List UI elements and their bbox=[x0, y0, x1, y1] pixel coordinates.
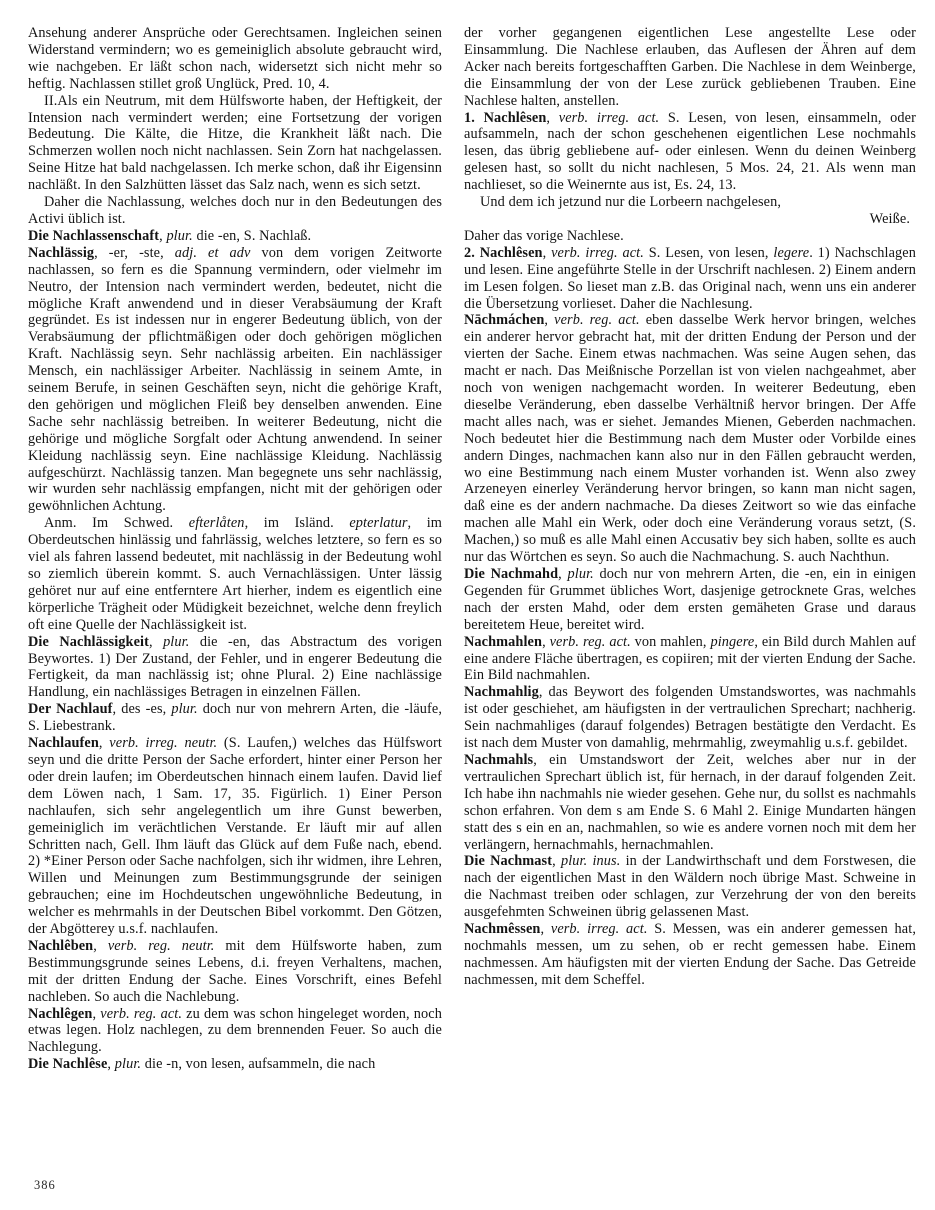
text-run: , ein Bild durch Mahlen auf eine andere Fläche übertragen, es copiiren; mit der vierten Endung der Sache. Ein Bild nachmahlen. bbox=[464, 633, 916, 684]
headword: Die Nachlassenschaft bbox=[28, 227, 160, 244]
entry-nachmessen bbox=[464, 921, 916, 989]
text-run: mit dem Hülfsworte haben, zum Bestimmungsgrunde seines Lebens, d.i. freyen Verhaltens, machen, mit der dritten Endung der Sache. Eines Vorschrift, eines Befehl nachleben. So auch die Nachlebung. bbox=[28, 937, 442, 1005]
right-column bbox=[464, 25, 916, 1073]
entry-nachlese bbox=[28, 1056, 442, 1073]
text-run: , des -es, bbox=[112, 701, 172, 718]
paragraph-anmerkung bbox=[28, 515, 442, 633]
grammar-label: epterlatur bbox=[349, 515, 408, 532]
text-run: S. Messen, was ein anderer gemessen hat, nochmahls messen, um zu sehen, ob er recht gemessen habe. Einem nachmessen. Am häufigsten mit der vierten Endung der Sache. Das Getreide nachmessen, mit dem Scheffel. bbox=[464, 921, 916, 988]
text-run: , im Oberdeutschen hinlässig und fahrlässig, welches letztere, so fern es so viel als fahren lassend bedeutet, mit nachlässig in der Bedeutung wohl so ziemlich überein kommt. S. auch Vernachlässigen. Unter lässig gehöret nur auf eine entferntere Art hierher, indem es eigentlich eine körperliche Trägheit oder Müdigkeit bezeichnet, welche denn freylich oft eine Quelle der Nachlässigkeit ist. bbox=[28, 515, 442, 633]
continued-paragraph-nachlassen bbox=[28, 25, 442, 93]
text-run: Und dem ich jetzund nur die Lorbeern nachgelesen, bbox=[480, 194, 782, 211]
grammar-label: legere bbox=[773, 244, 810, 261]
text-run: , im Isländ. bbox=[244, 515, 350, 532]
entry-nachlegen bbox=[28, 1006, 442, 1057]
text-run: . 1) Nachschlagen und lesen. Eine angeführte Stelle in der Urschrift nachlesen. 2) Einem andern im Lesen folgen. So lieset man z.B. das Original nach, wenn uns ein anderer die Übersetzung vorlieset. Daher die Nachlesung. bbox=[464, 244, 917, 312]
grammar-label: verb. irreg. act. bbox=[550, 921, 648, 938]
text-run: , bbox=[552, 853, 561, 870]
grammar-label: plur. bbox=[171, 701, 198, 718]
headword: Nachlêgen bbox=[28, 1005, 93, 1022]
text-run: zu dem was schon hingeleget worden, noch etwas legen. Holz nachlegen, zu dem brennenden Feuer. So auch die Nachlegung. bbox=[28, 1005, 442, 1056]
entry-nachlesen-1 bbox=[464, 110, 916, 195]
grammar-label: adj. et adv bbox=[174, 244, 251, 261]
text-run: II.Als ein Neutrum, mit dem Hülfsworte haben, der Heftigkeit, der Intension nach vermindert werden; eine Fortsetzung der vorigen Bedeutung. Die Kälte, die Hitze, die Krankheit läßt nach. Die Schmerzen wollen noch nicht nachlassen. Sein Zorn hat nachgelassen. Seine Hitze hat bald nachgelassen. Ich merke schon, daß ihr Eigensinn nachläßt. In den Salzhütten lässet das Salz nach, wenn es sich setzt. bbox=[28, 92, 442, 194]
text-run: die -n, von lesen, aufsammeln, die nach bbox=[141, 1056, 376, 1073]
headword: Die Nachlässigkeit bbox=[28, 633, 149, 650]
headword: Die Nachmahd bbox=[464, 566, 559, 582]
text-run: von dem vorigen Zeitworte nachlassen, so fern es die Spannung vermindern, oder vielmehr im Neutro, der Intension nach vermindert werden, bedeutet, nicht die mögliche Kraft anwendend und in dieser Verabsäumung der Kraft gegründet. Es ist indessen nur in engerer Bedeutung üblich, von der Verabsäumung der pflichtmäßigen oder doch gehörigen möglichen Kraft. Nachlässig seyn. Sehr nachlässig arbeiten. Ein nachlässiger Mensch, ein nachlässiger Arbeiter. Nachlässig in seinem Amte, in seinem Berufe, in seinen Geschäften seyn, nicht die gehörige Kraft, den gehörigen und möglichen Fleiß bey denselben anwenden. Eine Sache sehr nachlässig betreiben. In weiterer Bedeutung, nicht die gehörige und mögliche Sorgfalt oder Achtung anwendend. In seiner Kleidung nachlässig seyn. Eine nachlässige Kleidung. Nachlässig aufgeschürzt. Nachlässig tanzen. Man begegnete uns sehr nachlässig, wir wurden sehr nachlässig empfangen, nicht mit der gehörigen oder gewöhnlichen Achtung. bbox=[28, 244, 442, 515]
text-run: , bbox=[92, 1005, 101, 1022]
entry-nachmast bbox=[464, 853, 916, 921]
text-run: , bbox=[542, 633, 550, 650]
headword: Nachmahls bbox=[464, 751, 534, 768]
text-run: , bbox=[148, 633, 164, 650]
page-number: 386 bbox=[34, 1178, 56, 1192]
entry-nachlaessig bbox=[28, 245, 442, 516]
text-run: die -en, S. Nachlaß. bbox=[192, 227, 312, 244]
grammar-label: plur. bbox=[166, 227, 193, 244]
entry-nachlassenschaft bbox=[28, 228, 442, 245]
grammar-label: plur. bbox=[114, 1056, 142, 1073]
entry-nachlaufen bbox=[28, 735, 442, 938]
headword: Nāchmáchen bbox=[464, 312, 545, 329]
text-run: S. Lesen, von lesen, bbox=[643, 244, 774, 261]
left-column bbox=[28, 25, 442, 1073]
entry-nachlaessigkeit bbox=[28, 634, 442, 702]
continued-paragraph-nachlese bbox=[464, 25, 916, 110]
verse-line bbox=[464, 194, 916, 211]
entry-nachmahlig bbox=[464, 684, 916, 752]
paragraph-nachlassung bbox=[28, 194, 442, 228]
grammar-label: verb. reg. act. bbox=[100, 1005, 183, 1022]
grammar-label: verb. irreg. act. bbox=[558, 109, 660, 126]
headword: Die Nachmast bbox=[464, 853, 553, 870]
text-run: , ein Umstandswort der Zeit, welches aber nur in der vertraulichen Sprechart üblich ist, für hernach, in der darauf folgenden Zeit. Ich habe ihn nachmahls nie wieder gesehen. Gehe nur, du sollst es nachmahls schon erfahren. Von dem s am Ende S. 6 Mahl 2. Einige Mundarten hängen statt des s ein en an, nachmahlen, so wie es andere vornen noch mit dem her verlängern, hernachmahls, hernachmahlen. bbox=[464, 751, 916, 853]
grammar-label: verb. reg. act. bbox=[554, 312, 640, 329]
text-run: doch nur von mehrern Arten, die -en, ein in einigen Gegenden für Grummet übliches Wort, dasjenige getrocknete Gras, welches nach der ersten Mahd, oder dem ersten gemäheten Grase und daraus bereitetem Heue, bereitet wird. bbox=[464, 566, 916, 633]
paragraph-daher-vorige-nachlese bbox=[464, 228, 916, 245]
paragraph-neutrum bbox=[28, 93, 442, 194]
text-columns bbox=[28, 25, 935, 1073]
headword: Nachlässig bbox=[28, 244, 95, 261]
text-run: S. Lesen, von lesen, einsammeln, oder aufsammeln, nach der schon geschehenen eigentlichen Lese nochmahls lesen, das übrig gebliebene auf- oder einlesen. Wenn du deinen Weinberg gelesen hast, so sollt du nicht nachlesen, 5 Mos. 24, 21. Als wenn man nachlieset, so die Weinernte aus ist, Es. 24, 13. bbox=[464, 109, 916, 194]
entry-nachleben bbox=[28, 938, 442, 1006]
text-run: , -er, -ste, bbox=[94, 244, 175, 261]
headword: 2. Nachlêsen bbox=[464, 244, 543, 261]
text-run: Daher die Nachlassung, welches doch nur in den Bedeutungen des Activi üblich ist. bbox=[28, 194, 442, 227]
text-run: , bbox=[542, 244, 552, 261]
grammar-label: efterlåten bbox=[188, 515, 245, 532]
entry-nachmahlen bbox=[464, 634, 916, 685]
grammar-label: verb. irreg. act. bbox=[551, 244, 644, 261]
text-run: Weiße. bbox=[869, 210, 910, 227]
text-run: (S. Laufen,) welches das Hülfswort seyn und die dritte Person der Sache erfordert, hinter einer Person her oder drein laufen; im Oberdeutschen hinnach einem laufen. David lief dem Löwen nach, 1 Sam. 17, 35. Figürlich. 1) Einer Person nachlaufen, sich sehr angelegentlich um ihre Gunst bewerben, gemeiniglich im verächtlichen Verstande. Er läuft mir auf allen Schritten nach, Gell. Ihm läuft das Glück auf dem Fuße nach, ebend. 2) *Einer Person oder Sache nachfolgen, sich ihr widmen, ihre Lehren, Willen und Meinungen zum Bestimmungsgrunde der seinigen gebrauchen; eine im Hochdeutschen ungewöhnliche Bedeutung, in welcher es mehrmahls in der Deutschen Bibel vorkommt. Den Götzen, der Abgötterey u.s.f. nachlaufen. bbox=[28, 735, 442, 938]
headword: Nachmêssen bbox=[464, 921, 541, 938]
text-run: , bbox=[544, 312, 555, 329]
headword: Die Nachlêse bbox=[28, 1056, 108, 1073]
grammar-label: verb. reg. neutr. bbox=[107, 937, 215, 954]
headword: Nachlêben bbox=[28, 937, 94, 954]
verse-attribution bbox=[464, 211, 916, 228]
headword: Nachmahlen bbox=[464, 633, 543, 650]
grammar-label: plur. bbox=[163, 633, 190, 650]
grammar-label: pingere bbox=[710, 633, 755, 650]
text-run: , bbox=[546, 109, 559, 126]
text-run: der vorher gegangenen eigentlichen Lese angestellte Lese oder Einsammlung. Die Nachlese erlauben, das Auflesen der Ähren auf dem Acker nach bereits fortgeschafften Garben. Die Nachlese in dem Weinberge, die Einsammlung der von der Lese zurück gebliebenen Trauben. Eine Nachlese halten, anstellen. bbox=[464, 25, 916, 109]
text-run: Daher das vorige Nachlese. bbox=[464, 227, 624, 244]
headword: Der Nachlauf bbox=[28, 701, 113, 718]
entry-nachmahls bbox=[464, 752, 916, 853]
text-run: , bbox=[540, 921, 551, 938]
headword: Nachlaufen bbox=[28, 735, 99, 752]
text-run: , bbox=[558, 566, 568, 582]
text-run: Ansehung anderer Ansprüche oder Gerechtsamen. Ingleichen seinen Widerstand vermindern; wo es gemeiniglich absolute gebraucht wird, wie nachgeben. Er läßt schon nach, widersetzt sich nicht mehr so heftig. Nachlassen stillet groß Unglück, Pred. 10, 4. bbox=[28, 25, 442, 92]
text-run: eben dasselbe Werk hervor bringen, welches ein anderer hervor gebracht hat, mit der dritten Endung der Person und der vierten der Sache. Einem etwas nachmachen. Was seine Augen sehen, das macht er nach. Das Meißnische Porzellan ist von vielen nachgeahmet, aber noch von wenigen nachgemacht worden. In weiterer Bedeutung, eben dieselbe Veränderung, eben dasselbe Verhältniß hervor bringen. Der Affe macht alles nach, was er siehet. Jemandes Mienen, Geberden nachmachen. Noch bedeutet hier die Bestimmung nach dem Muster oder Vorbilde eines andern Dinges, nachmachen kann also nur in den Fällen gebraucht werden, wo eine Bestimmung nach einem Muster vorhanden ist. Wenn also zwey Arzeneyen einerley Veränderung hervor bringen, so kann man nicht sagen, daß eine es der andern nachmache. Da dieses Zeitwort so wie das einfache machen alle Mahl ein Werk, oder doch eine Veränderung voraus setzt, (S. Machen,) so muß es alle Mahl einen Accusativ bey sich haben, sollte es auch nur das Wörtchen es seyn. So auch die Nachmachung. S. auch Nachthun. bbox=[464, 312, 916, 566]
text-run: die -en, das Abstractum des vorigen Beywortes. 1) Der Zustand, der Fehler, und in engerer Bedeutung die Fertigkeit, da man nachlässig ist; ohne Plural. 2) Eine nachlässige Handlung, ein nachlässiges Betragen in einzelnen Fällen. bbox=[28, 633, 442, 701]
text-run: Anm. Im Schwed. bbox=[44, 515, 189, 532]
text-run: , bbox=[98, 735, 110, 752]
entry-nachmahd bbox=[464, 566, 916, 634]
entry-nachmachen bbox=[464, 312, 916, 566]
text-run: in der Landwirthschaft und dem Forstwesen, die nach der eigentlichen Mast in den Wäldern noch übrige Mast. Schweine in die Nachmast treiben oder schlagen, zur Verzehrung der von den bereits ausgefehmten Schweinen übrig gelassenen Mast. bbox=[464, 853, 916, 921]
entry-nachlesen-2 bbox=[464, 245, 916, 313]
grammar-label: verb. reg. act. bbox=[549, 633, 631, 650]
text-run: , bbox=[159, 227, 167, 244]
entry-nachlauf bbox=[28, 701, 442, 735]
grammar-label: plur. inus. bbox=[560, 853, 621, 870]
text-run: , bbox=[93, 937, 108, 954]
text-run: , das Beywort des folgenden Umstandswortes, was nachmahls ist oder geschiehet, am häufigsten in der vertraulichen Sprechart; nachherig. Sein nachmahliges (darauf folgendes) Betragen bestätigte den Verdacht. Es ist nach dem Muster von damahlig, mehrmahlig, zweymahlig u.s.f. gebildet. bbox=[464, 684, 916, 752]
text-run: doch nur von mehrern Arten, die -läufe, S. Liebestrank. bbox=[28, 701, 442, 735]
grammar-label: verb. irreg. neutr. bbox=[109, 735, 218, 752]
text-run: , bbox=[107, 1056, 115, 1073]
text-run: von mahlen, bbox=[630, 633, 711, 650]
grammar-label: plur. bbox=[567, 566, 594, 582]
headword: 1. Nachlêsen bbox=[464, 109, 547, 126]
headword: Nachmahlig bbox=[464, 684, 539, 701]
